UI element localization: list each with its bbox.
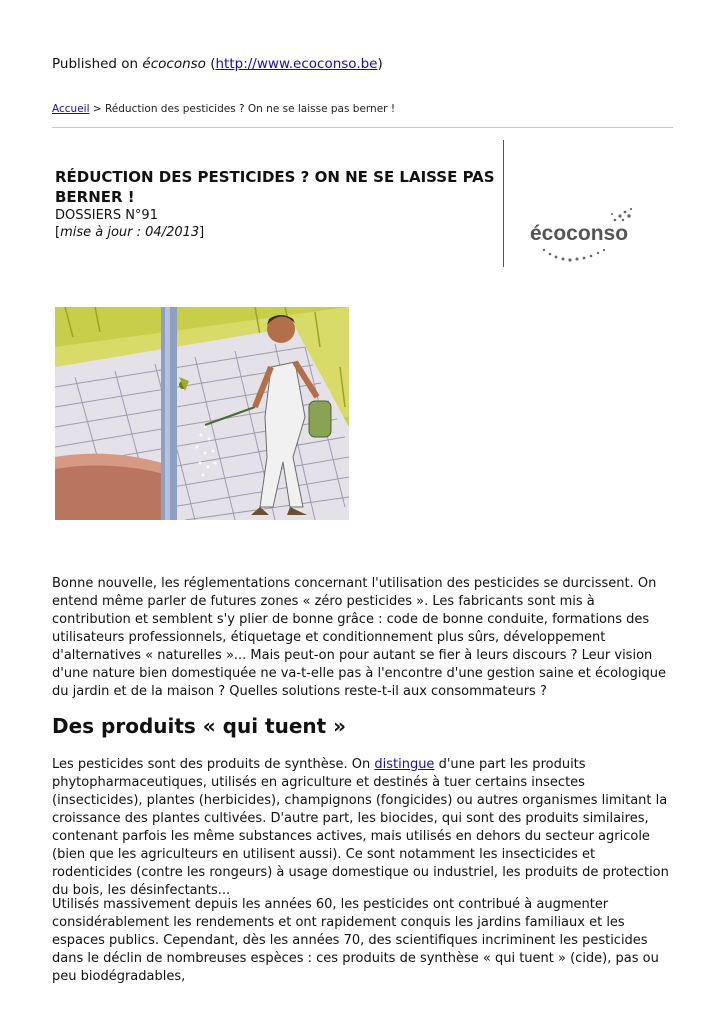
breadcrumb <box>52 103 395 115</box>
article-header <box>55 167 495 241</box>
paren-close: ) <box>377 56 383 72</box>
article-title: RÉDUCTION DES PESTICIDES ? ON NE SE LAISSE PAS BERNER ! <box>55 168 495 206</box>
update-text: mise à jour : 04/2013 <box>60 225 200 240</box>
breadcrumb-current: Réduction des pesticides ? On ne se laisse pas berner ! <box>104 103 396 115</box>
site-name: écoconso <box>142 56 206 72</box>
published-prefix: Published on <box>52 56 143 72</box>
breadcrumb-separator: > <box>89 103 105 115</box>
bracket-close: ] <box>199 225 205 240</box>
header-divider <box>52 127 673 128</box>
intro-paragraph: Bonne nouvelle, les réglementations concernant l'utilisation des pesticides se durcissent. On entend même parler de futures zones « zéro pesticides ». Les fabricants sont mis à contribution et semblent s'y plier de bonne grâce : code de bonne conduite, formations des utilisateurs professionnels, étiquetage et conditionnement plus sûrs, développement d'alternatives « naturelles »... Mais peut-on pour autant se fier à leurs discours ? Leur vision d'une nature bien domestiquée ne va-t-elle pas à l'encontre d'une gestion saine et écologique du jardin et de la maison ? Quelles solutions reste-t-il aux consommateurs ? <box>52 576 666 699</box>
section-heading: Des produits « qui tuent » <box>52 714 347 738</box>
distingue-link[interactable]: distingue <box>374 757 435 772</box>
section-paragraph-1 <box>52 756 677 900</box>
breadcrumb-home-link[interactable]: Accueil <box>52 103 90 115</box>
site-url-link[interactable]: http://www.ecoconso.be <box>215 56 378 72</box>
header-vertical-divider <box>503 140 504 267</box>
logo-text: écoconso <box>530 222 629 245</box>
bracket-open: [ <box>55 225 61 240</box>
paren-open: ( <box>205 56 216 72</box>
gardener-spraying-illustration <box>55 307 349 520</box>
published-line <box>52 56 383 72</box>
section-paragraph-2: Utilisés massivement depuis les années 60, les pesticides ont contribué à augmenter considérablement les rendements et ont rapidement conquis les jardins familiaux et les espaces publics. Cependant, dès les années 70, des scientifiques incriminent les pesticides dans le déclin de nombreuses espèces : ces produits de synthèse « qui tuent » (cide), pas ou peu biodégradables, <box>52 897 659 984</box>
update-date <box>55 224 495 241</box>
p1-text-before: Les pesticides sont des produits de synthèse. On <box>52 757 375 772</box>
p1-text-after: d'une part les produits phytopharmaceutiques, utilisés en agriculture et destinés à tuer certains insectes (insecticides), plantes (herbicides), champignons (fongicides) ou autres organismes limitant la croissance des plantes cultivées. D'autre part, les biocides, qui sont des produits similaires, contenant parfois les même substances actives, mais utilisés en dehors du secteur agricole (bien que les agriculteurs en utilisent aussi). Ce sont notamment les insecticides et rodenticides (contre les rongeurs) à usage domestique ou industriel, les produits de protection du bois, les désinfectants... <box>52 757 669 898</box>
dossier-number: DOSSIERS N°91 <box>55 208 158 223</box>
ecoconso-logo <box>528 204 638 266</box>
